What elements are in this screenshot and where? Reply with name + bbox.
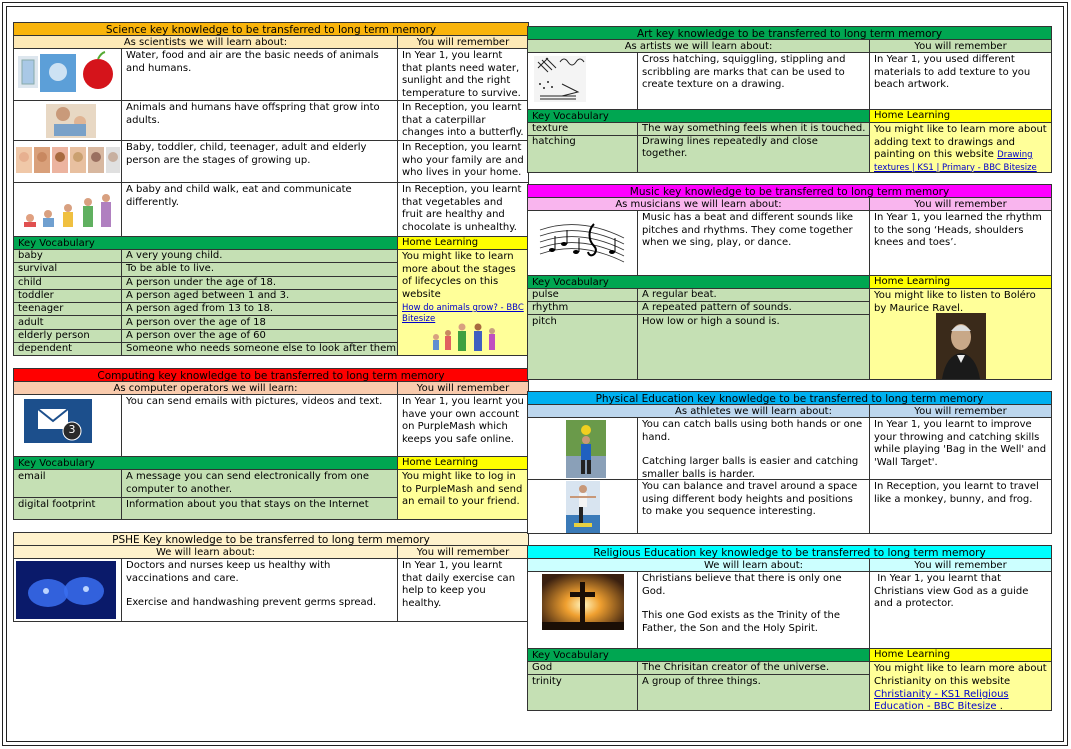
music-vocab-header: Key Vocabulary — [528, 276, 870, 289]
vocab-term: adult — [14, 317, 122, 330]
art-panel — [527, 26, 1052, 173]
computing-remember-text: In Year 1, you learnt you have your own account on PurpleMash which keeps you safe online. — [402, 396, 524, 445]
mark-making-image — [532, 54, 588, 104]
computing-home-learning — [398, 457, 528, 519]
art-home-header: Home Learning — [870, 110, 1051, 123]
music-title: Music key knowledge to be transferred to long term memory — [629, 186, 950, 197]
pe-learn-text: You can balance and travel around a space using different body heights and positions to make you sequence interesting. — [638, 480, 870, 534]
science-learn-text: A baby and child walk, eat and communicate differently. — [122, 183, 398, 236]
pshe-remember-text: In Year 1, you learnt that daily exercise can help to keep you healthy. — [402, 560, 516, 609]
pe-remember-text: In Reception, you learnt to travel like a monkey, bunny, and frog. — [874, 481, 1039, 505]
science-title-bar — [14, 23, 528, 36]
art-home-text: You might like to learn more about adding text to drawings and painting on this website — [874, 124, 1047, 160]
music-notes-image — [532, 212, 628, 270]
vocab-term: elderly person — [14, 330, 122, 343]
computing-remember-header: You will remember — [416, 383, 510, 394]
catching-ball-image — [566, 420, 606, 478]
re-title-bar — [528, 546, 1051, 559]
music-learn-header: As musicians we will learn about: — [528, 198, 870, 210]
computing-header-row — [14, 382, 528, 395]
vocab-term: baby — [14, 250, 122, 263]
re-learn-text: This one God exists as the Trinity of the Father, the Son and the Holy Spirit. — [642, 610, 840, 634]
vocab-definition: A person under the age of 18. — [122, 277, 398, 290]
vocab-definition: A message you can send electronically from one computer to another. — [122, 470, 398, 498]
art-home-block — [870, 123, 1051, 173]
science-learn-text: Water, food and air are the basic needs of animals and humans. — [122, 49, 398, 100]
music-home-learning — [870, 276, 1051, 379]
vocab-definition: A person over the age of 60 — [122, 330, 398, 343]
vocab-definition: A group of three things. — [638, 675, 870, 711]
science-image-cell — [14, 101, 122, 140]
vocab-term: email — [14, 470, 122, 498]
science-image-cell — [14, 183, 122, 236]
re-panel — [527, 545, 1052, 711]
science-row — [14, 141, 528, 183]
re-home-link[interactable]: Christianity - KS1 Religious Education - BBC Bitesize — [874, 689, 1009, 711]
art-vocab-header: Key Vocabulary — [528, 110, 870, 123]
re-remember-text: In Year 1, you learnt that Christians view God as a guide and a protector. — [874, 573, 1032, 609]
music-header-row — [528, 198, 1051, 211]
pe-title: Physical Education key knowledge to be transferred to long term memory — [595, 393, 984, 404]
music-vocab-table — [528, 289, 870, 380]
pe-remember-text: In Year 1, you learnt to improve your throwing and catching skills while playing 'Bag in the Well' and 'Wall Target'. — [874, 419, 1047, 468]
art-image-cell — [528, 53, 638, 109]
vocab-definition: A person aged from 13 to 18. — [122, 303, 398, 316]
vocab-definition: A person over the age of 18 — [122, 317, 398, 330]
science-title: Science key knowledge to be transferred to long term memory — [105, 24, 437, 35]
science-vocab-table — [14, 250, 398, 356]
pe-header-row — [528, 405, 1051, 418]
pe-image-cell — [528, 480, 638, 534]
vocab-definition: The Chrisitan creator of the universe. — [638, 662, 870, 675]
art-vocab-table — [528, 123, 870, 173]
re-remember-header: You will remember — [914, 560, 1007, 571]
computing-title-bar — [14, 369, 528, 382]
re-header-row — [528, 559, 1051, 572]
pe-row — [528, 480, 1051, 534]
computing-vocab-table — [14, 470, 398, 520]
vocab-term: toddler — [14, 290, 122, 303]
pe-learn-cell — [638, 418, 870, 479]
email-badge-count: 3 — [68, 423, 76, 436]
art-header-row — [528, 40, 1051, 53]
parent-child-image — [18, 102, 118, 138]
music-row — [528, 211, 1051, 276]
science-learn-text: Animals and humans have offspring that grow into adults. — [122, 101, 398, 140]
vocab-term: dependent — [14, 343, 122, 356]
pshe-learn-text: Doctors and nurses keep us healthy with vaccinations and care. — [126, 560, 331, 584]
pshe-title: PSHE Key knowledge to be transferred to long term memory — [112, 534, 430, 545]
re-home-link-block — [870, 689, 1051, 711]
pe-remember-header: You will remember — [914, 406, 1007, 417]
vocab-definition: To be able to live. — [122, 263, 398, 276]
science-panel — [13, 22, 529, 356]
balancing-child-image — [566, 481, 600, 533]
science-remember-text: In Reception, you learnt who your family are and who lives in your home. — [402, 142, 524, 178]
re-row — [528, 572, 1051, 649]
vocab-term: rhythm — [528, 302, 638, 315]
vocab-definition: A regular beat. — [638, 289, 870, 302]
pshe-learn-text: Exercise and handwashing prevent germs spread. — [126, 597, 377, 608]
science-row — [14, 101, 528, 141]
re-header-spacer — [528, 559, 638, 571]
pe-title-bar — [528, 392, 1051, 405]
computing-row — [14, 395, 528, 457]
water-food-air-image — [18, 50, 118, 94]
vocab-term: trinity — [528, 675, 638, 711]
re-vocab-table — [528, 662, 870, 711]
re-learn-header: We will learn about: — [638, 559, 870, 571]
re-image-cell — [528, 572, 638, 648]
pe-learn-text: You can catch balls using both hands or one hand. — [642, 419, 863, 443]
science-learn-header: As scientists we will learn about: — [14, 36, 398, 48]
vocab-definition: Drawing lines repeatedly and close together. — [638, 136, 870, 173]
email-image — [24, 399, 92, 443]
science-learn-text: Baby, toddler, child, teenager, adult and elderly person are the stages of growing up. — [122, 141, 398, 182]
vocab-term: hatching — [528, 136, 638, 173]
science-home-text: You might like to learn more about the stages of lifecycles on this website — [402, 251, 516, 300]
computing-title: Computing key knowledge to be transferred to long term memory — [97, 370, 445, 381]
vocab-term: child — [14, 277, 122, 290]
vocab-term: teenager — [14, 303, 122, 316]
baby-growth-image — [18, 184, 118, 232]
pshe-learn-cell — [122, 559, 398, 622]
re-home-header: Home Learning — [870, 649, 1051, 662]
re-home-text: You might like to learn more about Christianity on this website — [874, 663, 1047, 687]
science-row — [14, 49, 528, 101]
art-row — [528, 53, 1051, 110]
music-remember-header: You will remember — [914, 199, 1007, 210]
science-home-header: Home Learning — [398, 237, 528, 250]
science-header-row — [14, 36, 528, 49]
vocab-term: pulse — [528, 289, 638, 302]
pshe-title-bar — [14, 533, 528, 546]
science-image-cell — [14, 49, 122, 100]
pe-panel — [527, 391, 1052, 534]
music-panel — [527, 184, 1052, 380]
music-title-bar — [528, 185, 1051, 198]
re-home-tail: . — [996, 701, 1003, 711]
music-image-cell — [528, 211, 638, 275]
art-title: Art key knowledge to be transferred to long term memory — [636, 28, 943, 39]
vocab-term: God — [528, 662, 638, 675]
science-home-link[interactable]: How do animals grow? - BBC Bitesize — [402, 303, 524, 324]
cross-sunset-image — [542, 574, 624, 630]
music-home-text: You might like to listen to Boléro by Maurice Ravel. — [874, 290, 1036, 314]
pshe-image-cell — [14, 559, 122, 622]
art-learn-header: As artists we will learn about: — [528, 40, 870, 52]
science-remember-text: In Reception, you learnt that vegetables and fruit are healthy and chocolate is unhealthy. — [402, 184, 522, 233]
re-title: Religious Education key knowledge to be transferred to long term memory — [593, 547, 986, 558]
pe-row — [528, 418, 1051, 480]
pshe-panel — [13, 532, 529, 622]
science-home-learning — [398, 237, 528, 355]
envelope-icon — [24, 399, 92, 443]
pe-image-cell — [528, 418, 638, 479]
computing-learn-text: You can send emails with pictures, videos and text. — [122, 395, 398, 456]
science-remember-text: In Year 1, you learnt that plants need water, sunlight and the right temperature to survive. — [402, 50, 521, 99]
computing-vocab-header: Key Vocabulary — [14, 457, 398, 470]
art-home-learning — [870, 110, 1051, 172]
family-image — [426, 321, 506, 355]
science-row — [14, 183, 528, 237]
vocab-term: pitch — [528, 315, 638, 380]
vocab-definition: Someone who needs someone else to look after them — [122, 343, 398, 356]
art-learn-text: Cross hatching, squiggling, stippling and scribbling are marks that can be used to create texture on a drawing. — [638, 53, 870, 109]
computing-home-header: Home Learning — [398, 457, 528, 470]
music-remember-text: In Year 1, you learned the rhythm to the song ‘Heads, shoulders knees and toes’. — [874, 212, 1042, 248]
vocab-definition: A person aged between 1 and 3. — [122, 290, 398, 303]
art-remember-header: You will remember — [914, 41, 1007, 52]
pshe-row — [14, 559, 528, 622]
art-title-bar — [528, 27, 1051, 40]
re-vocab-header: Key Vocabulary — [528, 649, 870, 662]
computing-home-text: You might like to log in to PurpleMash and send an email to your friend. — [402, 471, 523, 507]
science-image-cell — [14, 141, 122, 182]
vocab-definition: Information about you that stays on the Internet — [122, 498, 398, 520]
vocab-term: digital footprint — [14, 498, 122, 520]
art-remember-text: In Year 1, you used different materials to add texture to you beach artwork. — [874, 54, 1031, 90]
pe-learn-header: As athletes we will learn about: — [638, 405, 870, 417]
computing-learn-header: As computer operators we will learn: — [14, 382, 398, 394]
vocab-definition: How low or high a sound is. — [638, 315, 870, 380]
art-home-link[interactable]: Drawing textures | KS1 | Primary - BBC Bitesize — [874, 150, 1037, 173]
science-remember-text: In Reception, you learnt that a caterpillar changes into a butterfly. — [402, 102, 524, 138]
vocab-definition: A repeated pattern of sounds. — [638, 302, 870, 315]
pshe-learn-header: We will learn about: — [14, 546, 398, 558]
germ-hands-image — [16, 561, 116, 619]
music-learn-text: Music has a beat and different sounds like pitches and rhythms. They come together when we sing, play, or dance. — [638, 211, 870, 275]
life-stages-faces-image — [16, 143, 120, 179]
vocab-term: survival — [14, 263, 122, 276]
vocab-definition: The way something feels when it is touched. — [638, 123, 870, 136]
music-home-header: Home Learning — [870, 276, 1051, 289]
pe-learn-text: Catching larger balls is easier and catching smaller balls is harder. — [642, 456, 859, 479]
re-learn-cell — [638, 572, 870, 648]
vocab-term: texture — [528, 123, 638, 136]
science-remember-header: You will remember — [416, 37, 510, 48]
maurice-ravel-portrait — [936, 313, 986, 379]
computing-image-cell — [14, 395, 122, 456]
computing-panel — [13, 368, 529, 520]
vocab-definition: A very young child. — [122, 250, 398, 263]
pshe-remember-header: You will remember — [416, 547, 510, 558]
pshe-header-row — [14, 546, 528, 559]
re-home-learning — [870, 649, 1051, 710]
pe-header-spacer — [528, 405, 638, 417]
science-vocab-header: Key Vocabulary — [14, 237, 398, 250]
re-learn-text: Christians believe that there is only one God. — [642, 573, 842, 597]
